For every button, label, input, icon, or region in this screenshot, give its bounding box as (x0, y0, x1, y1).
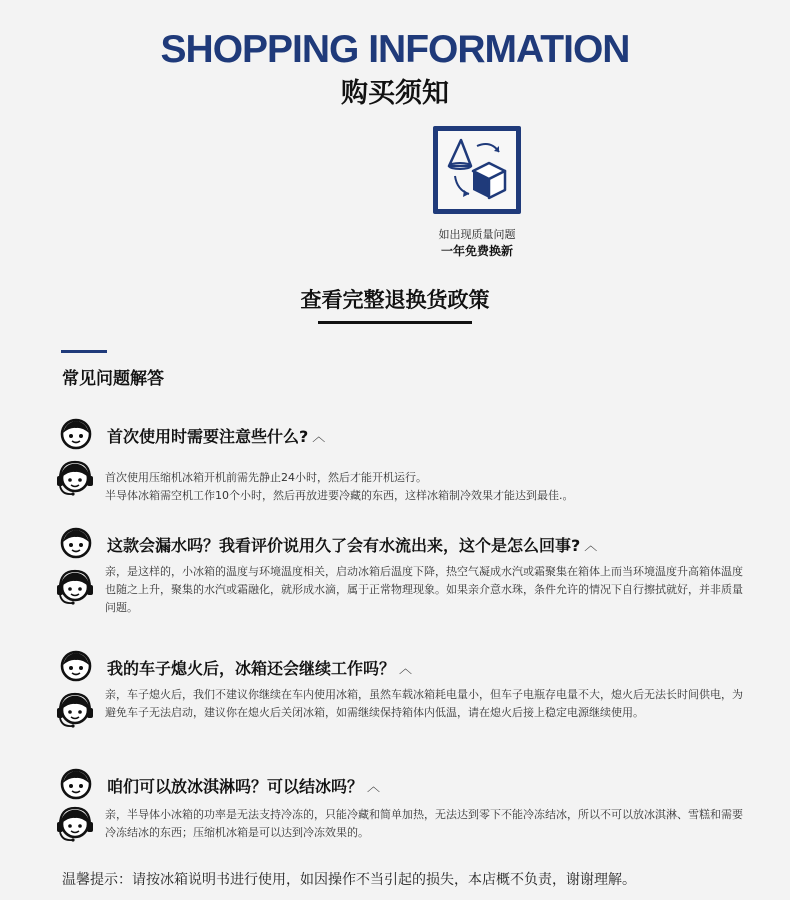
caret-up-icon: ︿ (367, 780, 381, 795)
faq-question[interactable]: 这款会漏水吗？我看评价说用久了会有水流出来，这个是怎么回事? ︿ (107, 536, 598, 555)
faq-answer: 亲，车子熄火后，我们不建议你继续在车内使用冰箱，虽然车载冰箱耗电量小，但车子电瓶存电量不大，熄火后无法长时间供电，为避免车子无法启动，建议你在熄火后关闭冰箱，如需继续保持箱体内低温，请在熄火后接上稳定电源继续使用。 (105, 688, 743, 719)
faq-answer: 亲，是这样的，小冰箱的温度与环境温度相关，启动冰箱后温度下降，热空气凝成水汽或霜聚集在箱体上而当环境温度升高箱体温度也随之上升，聚集的水汽或霜融化，就形成水滴，属于正常物理现象。如果亲介意水珠，条件允许的情况下自行擦拭就好，并非质量问题。 (105, 565, 743, 614)
faq-heading: 常见问题解答 (62, 369, 164, 389)
service-agent-icon (56, 691, 94, 735)
faq-question[interactable]: 我的车子熄火后，冰箱还会继续工作吗？ ︿ (107, 659, 413, 678)
badge-caption: 如出现质量问题 (438, 228, 516, 241)
return-policy-link[interactable]: 查看完整退换货政策 (300, 288, 490, 312)
page-title-english: SHOPPING INFORMATION (160, 28, 630, 71)
service-agent-icon (56, 568, 94, 612)
section-accent-bar (61, 350, 107, 353)
customer-face-icon (60, 768, 92, 804)
customer-face-icon (60, 527, 92, 563)
policy-underline (318, 321, 472, 324)
customer-face-icon (60, 650, 92, 686)
caret-up-icon: ︿ (584, 539, 598, 554)
badge-caption-bold: 一年免费换新 (440, 244, 513, 258)
service-agent-icon (56, 805, 94, 849)
faq-answer: 亲，半导体小冰箱的功率是无法支持冷冻的，只能冷藏和简单加热，无法达到零下不能冷冻结冰，所以不可以放冰淇淋、雪糕和需要冷冻结冰的东西；压缩机冰箱是可以达到冷冻效果的。 (105, 808, 743, 839)
customer-face-icon (60, 418, 92, 454)
exchange-cube-icon (433, 126, 521, 214)
caret-up-icon: ︿ (399, 662, 413, 677)
caret-up-icon: ︿ (312, 430, 326, 445)
page-title: 购买须知 (341, 78, 449, 109)
faq-question[interactable]: 咱们可以放冰淇淋吗？可以结冰吗？ ︿ (107, 777, 381, 796)
warm-tip: 温馨提示：请按冰箱说明书进行使用，如因操作不当引起的损失，本店概不负责，谢谢理解。 (62, 872, 636, 888)
faq-answer: 首次使用压缩机冰箱开机前需先静止24小时，然后才能开机运行。 半导体冰箱需空机工作10个小时，然后再放进要冷藏的东西，这样冰箱制冷效果才能达到最佳.。 (105, 471, 574, 502)
service-agent-icon (56, 459, 94, 503)
faq-question[interactable]: 首次使用时需要注意些什么? ︿ (107, 427, 326, 446)
